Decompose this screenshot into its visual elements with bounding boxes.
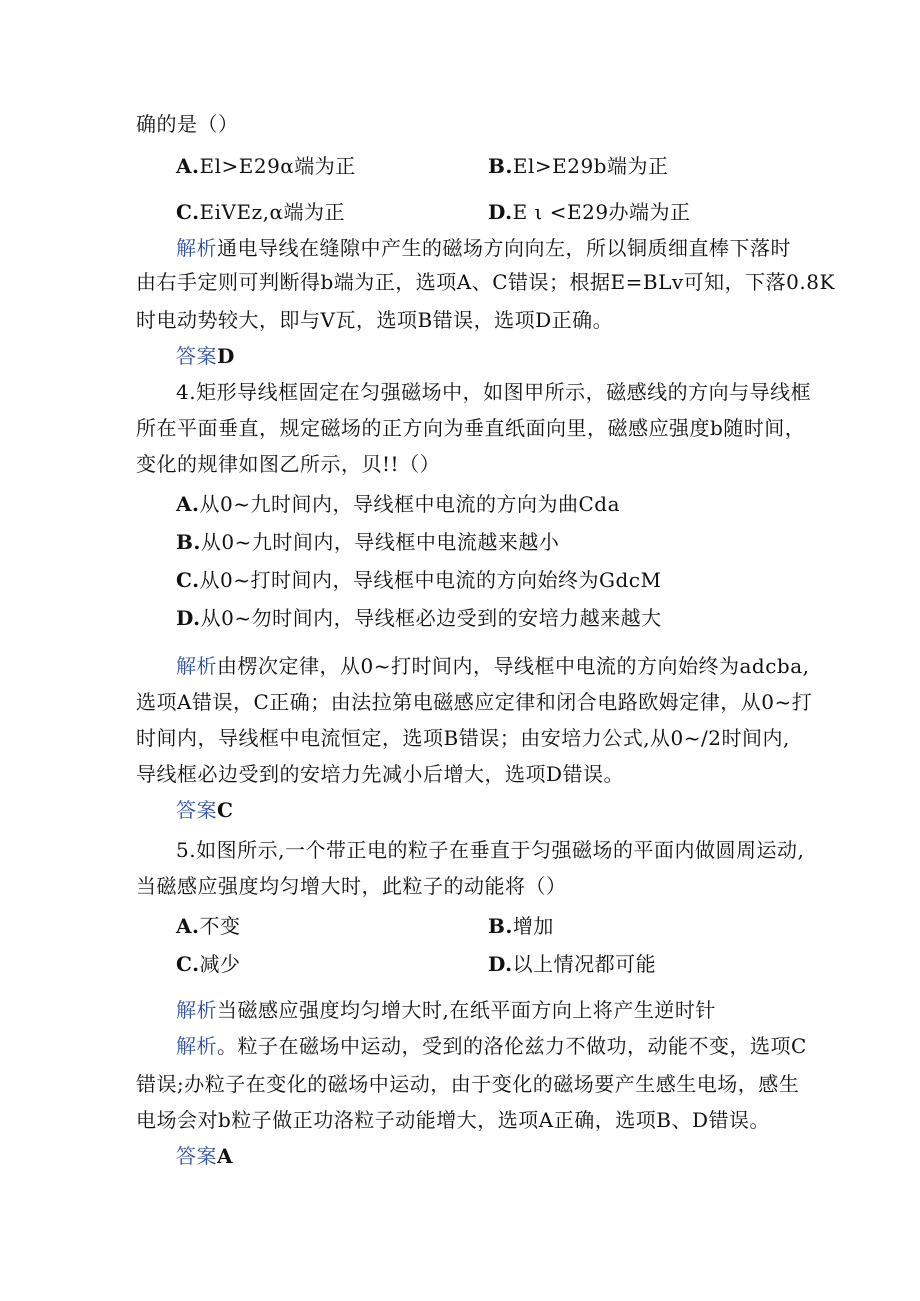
option-text: El>E29b端为正 <box>512 154 669 178</box>
option-letter: A. <box>176 914 200 938</box>
analysis-label: 解析 <box>176 1034 217 1058</box>
q3-answer <box>176 342 235 370</box>
option-text: 不变 <box>199 914 241 938</box>
q3-analysis-line-1 <box>176 234 791 262</box>
q5-option-a[interactable] <box>176 912 240 940</box>
q3-option-a[interactable] <box>176 152 356 180</box>
option-text: E ι <E29办端为正 <box>512 200 691 224</box>
analysis-label: 解析 <box>176 236 217 260</box>
q4-analysis-line-3: 时间内，导线框中电流恒定，选项B错误；由安培力公式,从0~/2时间内, <box>136 726 790 750</box>
q3-stem-tail: 确的是（） <box>136 112 239 136</box>
option-letter: D. <box>488 952 513 976</box>
option-letter: B. <box>488 914 513 938</box>
answer-value: A <box>217 1144 234 1168</box>
option-letter: B. <box>488 154 513 178</box>
option-text: 从0~勿时间内，导线框必边受到的安培力越来越大 <box>200 606 662 630</box>
q5-option-b[interactable] <box>488 912 554 940</box>
option-letter: D. <box>488 200 513 224</box>
answer-label: 答案 <box>176 1144 217 1168</box>
q3-option-c[interactable] <box>176 198 345 226</box>
q5-option-c[interactable] <box>176 950 241 978</box>
option-text: 从0~打时间内，导线框中电流的方向始终为GdcM <box>199 568 662 592</box>
option-letter: B. <box>176 530 201 554</box>
q4-analysis-line-4: 导线框必边受到的安培力先减小后增大，选项D错误。 <box>136 762 625 786</box>
option-text: 从0~九时间内，导线框中电流的方向为曲Cda <box>199 492 620 516</box>
q3-option-d[interactable] <box>488 198 691 226</box>
q3-option-b[interactable] <box>488 152 668 180</box>
q5-analysis-line-1 <box>176 996 716 1024</box>
answer-value: D <box>217 344 235 368</box>
q4-analysis-line-2: 选项A错误，C正确；由法拉第电磁感应定律和闭合电路欧姆定律，从0~打 <box>136 690 813 714</box>
analysis-label: 解析 <box>176 998 217 1022</box>
answer-label: 答案 <box>176 344 217 368</box>
option-letter: C. <box>176 952 200 976</box>
option-text: 从0~九时间内，导线框中电流越来越小 <box>200 530 560 554</box>
option-letter: A. <box>176 154 200 178</box>
analysis-text: 当磁感应强度均匀增大时,在纸平面方向上将产生逆时针 <box>217 998 716 1022</box>
option-letter: D. <box>176 606 201 630</box>
q4-option-c[interactable] <box>176 566 661 594</box>
q4-option-d[interactable] <box>176 604 662 632</box>
option-text: EiVEz,α端为正 <box>199 200 345 224</box>
q3-analysis-line-3: 时电动势较大，即与V瓦，选项B错误，选项D正确。 <box>136 308 614 332</box>
analysis-text: 。粒子在磁场中运动，受到的洛伦兹力不做功，动能不变，选项C <box>217 1034 807 1058</box>
answer-value: C <box>217 798 234 822</box>
q4-option-a[interactable] <box>176 490 620 518</box>
answer-label: 答案 <box>176 798 217 822</box>
analysis-text: 由楞次定律，从0~打时间内，导线框中电流的方向始终为adcba, <box>217 654 810 678</box>
q3-analysis-line-2: 由右手定则可判断得b端为正，选项A、C错误；根据E=BLv可知，下落0.8K <box>136 270 835 294</box>
q5-analysis2-line-3: 电场会对b粒子做正功洛粒子动能增大，选项A正确，选项B、D错误。 <box>136 1108 770 1132</box>
q4-stem-line-2: 所在平面垂直，规定磁场的正方向为垂直纸面向里，磁感应强度b随时间， <box>136 416 806 440</box>
option-text: 增加 <box>512 914 554 938</box>
option-letter: C. <box>176 568 200 592</box>
q5-analysis2-line-1 <box>176 1032 807 1060</box>
analysis-label: 解析 <box>176 654 217 678</box>
q5-stem-line-2: 当磁感应强度均匀增大时，此粒子的动能将（） <box>136 874 567 898</box>
q4-analysis-line-1 <box>176 652 810 680</box>
q5-answer <box>176 1142 233 1170</box>
q5-analysis2-line-2: 错误;办粒子在变化的磁场中运动，由于变化的磁场要产生感生电场，感生 <box>136 1072 800 1096</box>
option-letter: A. <box>176 492 200 516</box>
q4-answer <box>176 796 233 824</box>
q4-option-b[interactable] <box>176 528 559 556</box>
option-text: 减少 <box>199 952 241 976</box>
q5-option-d[interactable] <box>488 950 656 978</box>
q5-stem-line-1: 5.如图所示,一个带正电的粒子在垂直于匀强磁场的平面内做圆周运动, <box>176 838 805 862</box>
option-text: 以上情况都可能 <box>512 952 657 976</box>
option-letter: C. <box>176 200 200 224</box>
analysis-text: 通电导线在缝隙中产生的磁场方向向左，所以铜质细直棒下落时 <box>217 236 791 260</box>
q4-stem-line-1: 4.矩形导线框固定在匀强磁场中，如图甲所示，磁感线的方向与导线框 <box>176 380 812 404</box>
option-text: El>E29α端为正 <box>199 154 356 178</box>
q4-stem-line-3: 变化的规律如图乙所示，贝!!（） <box>136 452 441 476</box>
